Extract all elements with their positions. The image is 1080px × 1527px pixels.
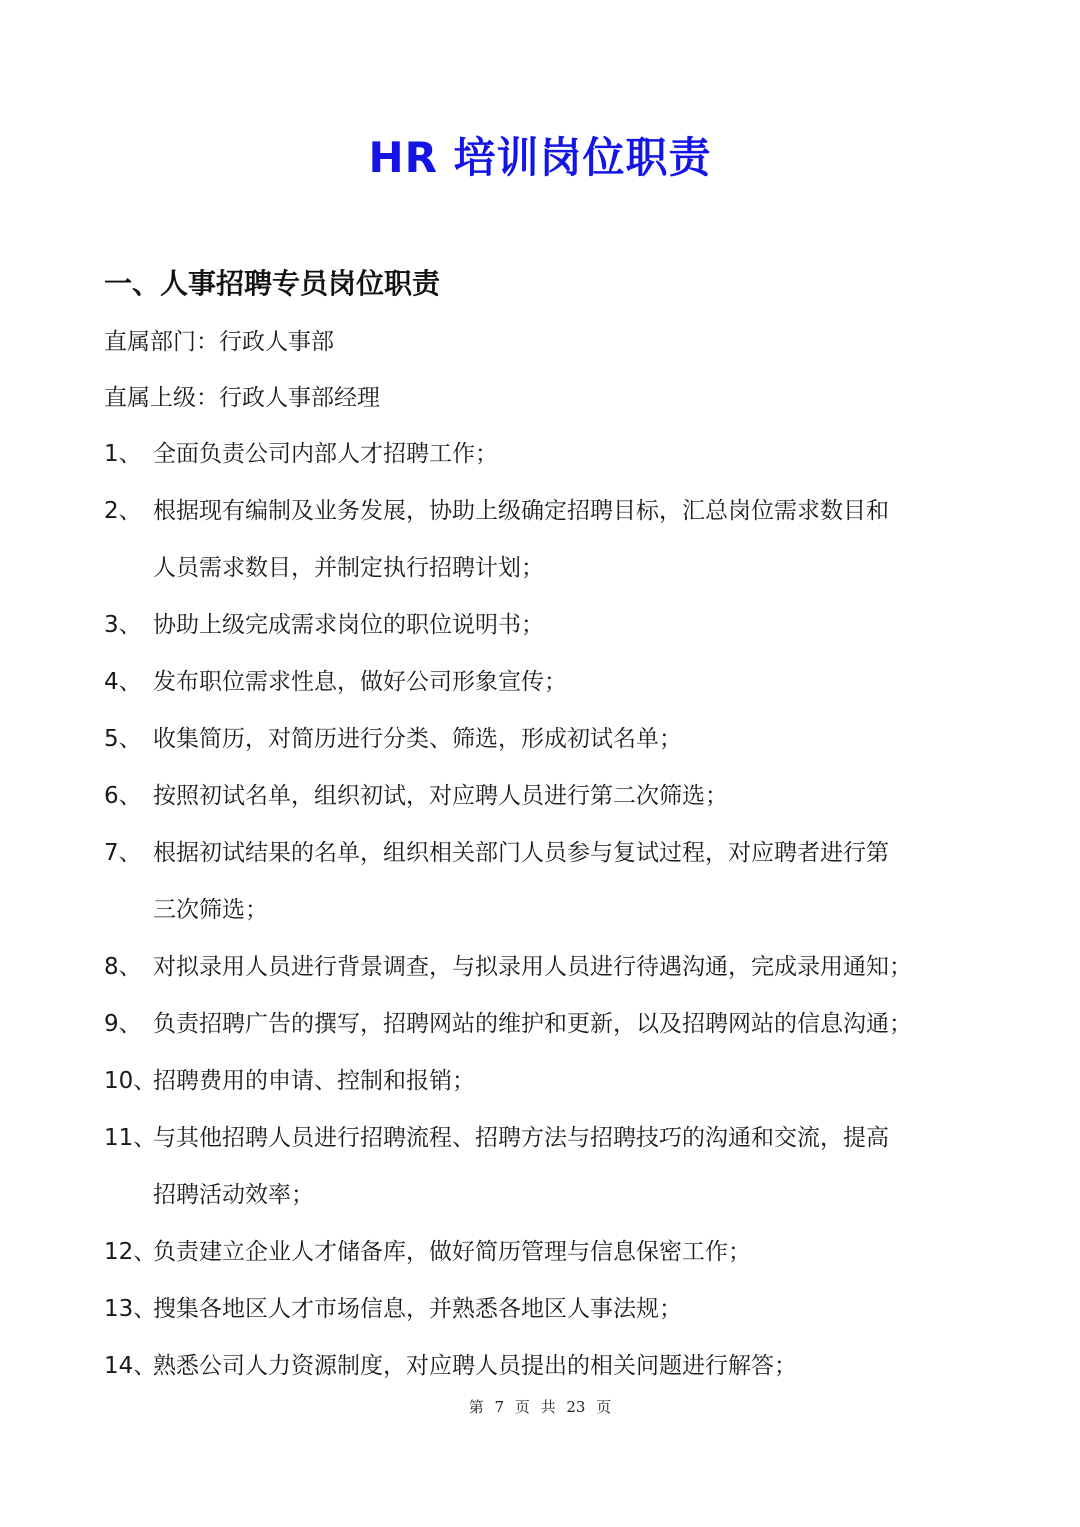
duty-item-line: 熟悉公司人力资源制度，对应聘人员提出的相关问题进行解答；: [153, 1353, 797, 1379]
duty-item-number: 4、: [104, 669, 142, 695]
duty-item-text: [153, 776, 983, 833]
duty-item-text: [153, 833, 983, 947]
duty-item-line: 对拟录用人员进行背景调查，与拟录用人员进行待遇沟通，完成录用通知；: [153, 954, 912, 980]
duty-item-text: [153, 1004, 983, 1061]
duty-item-number: 12、: [104, 1239, 157, 1265]
duty-item-line: 招聘活动效率；: [153, 1182, 314, 1208]
duty-item-text: [153, 719, 983, 776]
duty-item-line: 根据现有编制及业务发展，协助上级确定招聘目标，汇总岗位需求数目和: [153, 498, 889, 524]
duty-item-line: 负责招聘广告的撰写，招聘网站的维护和更新，以及招聘网站的信息沟通；: [153, 1011, 912, 1037]
duty-item-text: [153, 947, 983, 1004]
duty-item-number: 3、: [104, 612, 142, 638]
duty-item-text: [153, 1289, 983, 1346]
duty-item-number: 10、: [104, 1068, 157, 1094]
duty-item-line: 全面负责公司内部人才招聘工作；: [153, 441, 498, 467]
document-title: HR 培训岗位职责: [368, 133, 712, 182]
duty-item-text: [153, 605, 983, 662]
duty-item-line: 三次筛选；: [153, 897, 268, 923]
duty-item-number: 1、: [104, 441, 142, 467]
duty-item-line: 与其他招聘人员进行招聘流程、招聘方法与招聘技巧的沟通和交流，提高: [153, 1125, 889, 1151]
duty-item-line: 按照初试名单，组织初试，对应聘人员进行第二次筛选；: [153, 783, 728, 809]
duty-item-line: 负责建立企业人才储备库，做好简历管理与信息保密工作；: [153, 1239, 751, 1265]
duty-item-number: 7、: [104, 840, 142, 866]
duty-item-line: 根据初试结果的名单，组织相关部门人员参与复试过程，对应聘者进行第: [153, 840, 889, 866]
duty-item-line: 招聘费用的申请、控制和报销；: [153, 1068, 475, 1094]
duty-item-line: 搜集各地区人才市场信息，并熟悉各地区人事法规；: [153, 1296, 682, 1322]
duty-item-line: 收集简历，对简历进行分类、筛选，形成初试名单；: [153, 726, 682, 752]
duty-item-text: [153, 1118, 983, 1232]
section-heading: 一、人事招聘专员岗位职责: [104, 267, 441, 300]
duty-item-line: 协助上级完成需求岗位的职位说明书；: [153, 612, 544, 638]
duty-item-number: 2、: [104, 498, 142, 524]
duty-item-number: 11、: [104, 1125, 157, 1151]
supervisor-line: 直属上级：行政人事部经理: [104, 385, 380, 411]
duty-item-line: 发布职位需求性息，做好公司形象宣传；: [153, 669, 567, 695]
duty-item-text: [153, 491, 983, 605]
duty-item-text: [153, 1061, 983, 1118]
duty-item-number: 14、: [104, 1353, 157, 1379]
duty-item-text: [153, 434, 983, 491]
duty-item-line: 人员需求数目，并制定执行招聘计划；: [153, 555, 544, 581]
duty-item-number: 5、: [104, 726, 142, 752]
duty-item-text: [153, 1232, 983, 1289]
duty-item-text: [153, 662, 983, 719]
page-footer: 第 7 页 共 23 页: [468, 1398, 612, 1416]
duty-item-text: [153, 1346, 983, 1403]
duty-item-number: 9、: [104, 1011, 142, 1037]
duty-item-number: 6、: [104, 783, 142, 809]
duty-item-number: 13、: [104, 1296, 157, 1322]
duty-item-number: 8、: [104, 954, 142, 980]
department-line: 直属部门：行政人事部: [104, 329, 334, 355]
